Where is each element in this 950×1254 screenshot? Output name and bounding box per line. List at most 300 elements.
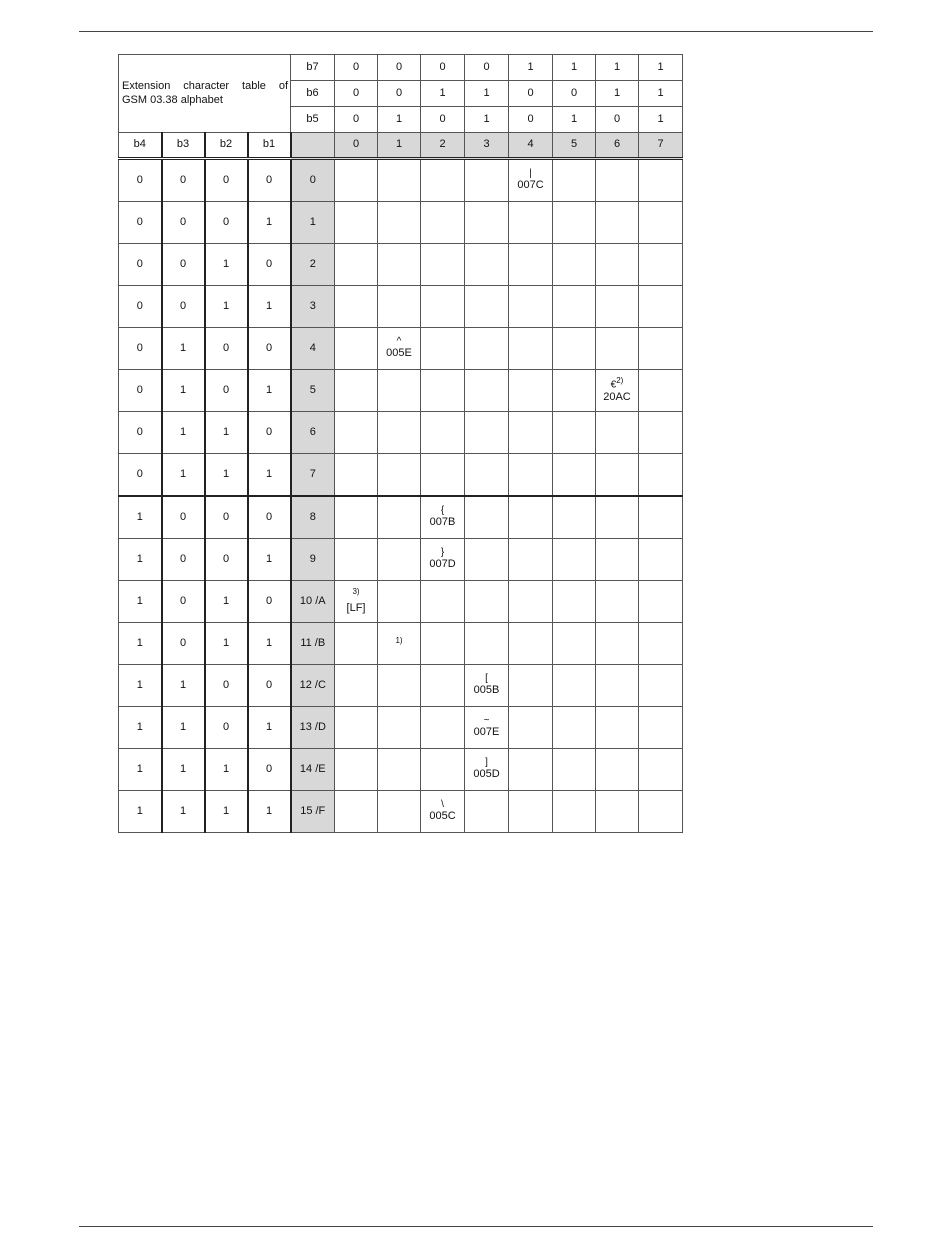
char-cell bbox=[465, 159, 509, 202]
char-cell bbox=[335, 454, 378, 497]
row-bit-cell: 1 bbox=[248, 623, 291, 665]
footnote-ref: 3) bbox=[352, 587, 360, 597]
footer-rule bbox=[79, 1226, 873, 1227]
row-bit-cell: 0 bbox=[205, 496, 248, 539]
table-row bbox=[119, 412, 683, 454]
row-bit-cell: 1 bbox=[119, 665, 162, 707]
row-bit-cell: 1 bbox=[205, 454, 248, 497]
char-cell bbox=[553, 454, 596, 497]
char-cell bbox=[639, 749, 683, 791]
table-row bbox=[119, 286, 683, 328]
char-cell bbox=[421, 539, 465, 581]
table-row bbox=[119, 496, 683, 539]
b7-header-row bbox=[119, 55, 683, 81]
row-bit-cell: 0 bbox=[248, 159, 291, 202]
row-bit-cell: 0 bbox=[205, 539, 248, 581]
char-cell bbox=[421, 665, 465, 707]
row-bit-cell: 0 bbox=[119, 454, 162, 497]
row-bit-cell: 1 bbox=[248, 454, 291, 497]
row-bit-cell: 0 bbox=[205, 328, 248, 370]
char-cell bbox=[465, 454, 509, 497]
b6-col-3: 1 bbox=[465, 81, 509, 107]
b5-col-3: 1 bbox=[465, 107, 509, 133]
char-cell bbox=[596, 244, 639, 286]
row-bit-cell: 0 bbox=[248, 665, 291, 707]
char-cell bbox=[596, 749, 639, 791]
row-bit-cell: 1 bbox=[248, 370, 291, 412]
b5-col-4: 0 bbox=[509, 107, 553, 133]
char-cell bbox=[509, 791, 553, 833]
char-cell bbox=[639, 539, 683, 581]
char-cell bbox=[335, 496, 378, 539]
char-cell bbox=[421, 244, 465, 286]
char-cell bbox=[465, 244, 509, 286]
char-cell bbox=[596, 539, 639, 581]
char-cell bbox=[465, 749, 509, 791]
row-bit-cell: 1 bbox=[162, 707, 205, 749]
char-cell bbox=[378, 159, 421, 202]
row-bit-cell: 0 bbox=[162, 496, 205, 539]
char-symbol: [ bbox=[485, 673, 488, 685]
table-row bbox=[119, 623, 683, 665]
row-bit-cell: 0 bbox=[119, 286, 162, 328]
char-cell bbox=[596, 665, 639, 707]
row-bit-cell: 0 bbox=[119, 159, 162, 202]
char-cell bbox=[335, 412, 378, 454]
char-cell bbox=[553, 539, 596, 581]
char-code: 007E bbox=[473, 726, 500, 739]
char-cell bbox=[378, 791, 421, 833]
row-bit-cell: 1 bbox=[248, 539, 291, 581]
b7-col-5: 1 bbox=[553, 55, 596, 81]
row-bit-cell: 0 bbox=[162, 286, 205, 328]
row-label: 5 bbox=[291, 370, 335, 412]
char-symbol: ^ bbox=[396, 336, 402, 348]
char-symbol: } bbox=[440, 547, 445, 559]
char-cell bbox=[335, 791, 378, 833]
row-label: 4 bbox=[291, 328, 335, 370]
char-cell bbox=[335, 665, 378, 707]
char-cell bbox=[465, 707, 509, 749]
char-cell bbox=[335, 749, 378, 791]
b5-col-2: 0 bbox=[421, 107, 465, 133]
char-symbol: ~ bbox=[483, 715, 490, 727]
row-label: 6 bbox=[291, 412, 335, 454]
char-code: 005C bbox=[429, 810, 456, 823]
column-header-5: 5 bbox=[553, 133, 596, 159]
table-row bbox=[119, 581, 683, 623]
header-rule bbox=[79, 31, 873, 32]
row-bit-cell: 1 bbox=[205, 791, 248, 833]
row-label: 8 bbox=[291, 496, 335, 539]
char-cell bbox=[378, 581, 421, 623]
char-cell bbox=[596, 581, 639, 623]
row-bit-cell: 0 bbox=[162, 623, 205, 665]
b5-col-1: 1 bbox=[378, 107, 421, 133]
row-bit-cell: 0 bbox=[205, 202, 248, 244]
char-cell bbox=[378, 665, 421, 707]
char-cell bbox=[335, 328, 378, 370]
column-header-7: 7 bbox=[639, 133, 683, 159]
row-bit-cell: 0 bbox=[119, 202, 162, 244]
char-cell bbox=[335, 539, 378, 581]
char-cell bbox=[596, 159, 639, 202]
row-bit-cell: 1 bbox=[162, 665, 205, 707]
char-cell bbox=[465, 370, 509, 412]
char-cell bbox=[335, 286, 378, 328]
column-header-1: 1 bbox=[378, 133, 421, 159]
char-cell bbox=[553, 496, 596, 539]
b6-col-4: 0 bbox=[509, 81, 553, 107]
row-label: 1 bbox=[291, 202, 335, 244]
char-cell bbox=[553, 707, 596, 749]
row-bit-cell: 1 bbox=[119, 707, 162, 749]
char-cell bbox=[553, 159, 596, 202]
char-cell bbox=[639, 244, 683, 286]
row-bit-cell: 1 bbox=[205, 581, 248, 623]
char-cell bbox=[378, 370, 421, 412]
row-bit-cell: 1 bbox=[162, 791, 205, 833]
char-glyph bbox=[596, 377, 638, 390]
char-cell bbox=[421, 454, 465, 497]
char-symbol: € bbox=[610, 379, 617, 391]
row-bit-cell: 1 bbox=[119, 496, 162, 539]
char-cell bbox=[553, 202, 596, 244]
row-bit-header-b4: b4 bbox=[119, 133, 162, 159]
char-cell bbox=[596, 791, 639, 833]
char-glyph bbox=[509, 168, 552, 179]
char-cell bbox=[378, 202, 421, 244]
char-cell bbox=[465, 539, 509, 581]
b6-col-7: 1 bbox=[639, 81, 683, 107]
char-cell bbox=[421, 749, 465, 791]
char-cell bbox=[553, 328, 596, 370]
table-row bbox=[119, 791, 683, 833]
char-cell bbox=[553, 286, 596, 328]
row-bit-cell: 0 bbox=[162, 244, 205, 286]
char-cell bbox=[639, 791, 683, 833]
char-cell bbox=[553, 370, 596, 412]
char-cell bbox=[465, 286, 509, 328]
row-bit-cell: 1 bbox=[205, 623, 248, 665]
row-bit-cell: 1 bbox=[248, 202, 291, 244]
char-cell bbox=[335, 202, 378, 244]
char-code: 005D bbox=[473, 768, 500, 781]
char-cell bbox=[465, 581, 509, 623]
char-symbol: \ bbox=[441, 799, 444, 811]
row-label: 13 /D bbox=[291, 707, 335, 749]
char-cell bbox=[509, 665, 553, 707]
char-cell bbox=[335, 370, 378, 412]
char-cell bbox=[509, 370, 553, 412]
b7-col-3: 0 bbox=[465, 55, 509, 81]
char-cell bbox=[639, 665, 683, 707]
char-cell bbox=[553, 581, 596, 623]
char-cell bbox=[509, 623, 553, 665]
char-cell bbox=[596, 412, 639, 454]
char-cell bbox=[509, 328, 553, 370]
row-bit-cell: 1 bbox=[248, 707, 291, 749]
row-bit-cell: 0 bbox=[119, 370, 162, 412]
row-label: 10 /A bbox=[291, 581, 335, 623]
row-bit-cell: 1 bbox=[162, 328, 205, 370]
table-row bbox=[119, 370, 683, 412]
char-cell bbox=[378, 412, 421, 454]
char-cell bbox=[639, 286, 683, 328]
row-bit-cell: 0 bbox=[205, 665, 248, 707]
char-cell bbox=[509, 244, 553, 286]
row-bit-cell: 0 bbox=[205, 370, 248, 412]
char-cell bbox=[639, 623, 683, 665]
b7-label: b7 bbox=[291, 55, 335, 81]
char-cell bbox=[509, 412, 553, 454]
char-cell bbox=[465, 665, 509, 707]
char-cell bbox=[378, 707, 421, 749]
footnote-ref: 2) bbox=[616, 376, 624, 386]
row-bit-cell: 0 bbox=[248, 412, 291, 454]
char-cell bbox=[639, 581, 683, 623]
table-row bbox=[119, 454, 683, 497]
table-row bbox=[119, 202, 683, 244]
char-cell bbox=[509, 286, 553, 328]
char-cell bbox=[639, 707, 683, 749]
row-bit-header-b2: b2 bbox=[205, 133, 248, 159]
char-cell bbox=[509, 539, 553, 581]
char-cell bbox=[639, 202, 683, 244]
table-row bbox=[119, 707, 683, 749]
char-cell bbox=[378, 244, 421, 286]
b7-col-7: 1 bbox=[639, 55, 683, 81]
footnote-ref: 1) bbox=[395, 635, 403, 645]
row-label: 3 bbox=[291, 286, 335, 328]
row-bit-cell: 0 bbox=[248, 496, 291, 539]
char-cell bbox=[421, 581, 465, 623]
column-header-row bbox=[119, 133, 683, 159]
char-cell bbox=[421, 791, 465, 833]
row-bit-cell: 0 bbox=[119, 412, 162, 454]
b6-col-0: 0 bbox=[335, 81, 378, 107]
table-row bbox=[119, 749, 683, 791]
row-bit-cell: 0 bbox=[162, 159, 205, 202]
row-bit-cell: 1 bbox=[248, 791, 291, 833]
char-cell bbox=[596, 286, 639, 328]
gsm-extension-table bbox=[118, 54, 683, 833]
char-symbol: { bbox=[440, 505, 445, 517]
char-glyph bbox=[378, 637, 420, 650]
row-label: 2 bbox=[291, 244, 335, 286]
char-cell bbox=[335, 244, 378, 286]
char-cell bbox=[509, 496, 553, 539]
b5-col-7: 1 bbox=[639, 107, 683, 133]
char-code: 007B bbox=[429, 516, 456, 529]
table-title-line2: GSM 03.38 alphabet bbox=[122, 93, 223, 106]
b6-col-2: 1 bbox=[421, 81, 465, 107]
row-label: 11 /B bbox=[291, 623, 335, 665]
b5-label: b5 bbox=[291, 107, 335, 133]
char-cell bbox=[509, 749, 553, 791]
char-cell bbox=[421, 286, 465, 328]
b6-col-6: 1 bbox=[596, 81, 639, 107]
row-bit-cell: 0 bbox=[162, 581, 205, 623]
row-label: 14 /E bbox=[291, 749, 335, 791]
char-cell bbox=[553, 244, 596, 286]
b6-col-1: 0 bbox=[378, 81, 421, 107]
char-cell bbox=[553, 665, 596, 707]
row-bit-cell: 1 bbox=[119, 539, 162, 581]
row-bit-cell: 0 bbox=[205, 707, 248, 749]
char-cell bbox=[421, 202, 465, 244]
row-bit-cell: 1 bbox=[162, 749, 205, 791]
column-header-0: 0 bbox=[335, 133, 378, 159]
b6-col-5: 0 bbox=[553, 81, 596, 107]
char-glyph bbox=[421, 799, 464, 810]
char-cell bbox=[596, 623, 639, 665]
char-cell bbox=[465, 412, 509, 454]
char-cell bbox=[421, 159, 465, 202]
row-bit-cell: 1 bbox=[205, 412, 248, 454]
char-cell bbox=[465, 202, 509, 244]
row-bit-cell: 0 bbox=[119, 328, 162, 370]
char-glyph bbox=[465, 715, 508, 726]
row-bit-cell: 1 bbox=[248, 286, 291, 328]
char-cell bbox=[465, 496, 509, 539]
char-symbol: ] bbox=[485, 757, 488, 769]
char-cell bbox=[596, 454, 639, 497]
char-cell bbox=[465, 623, 509, 665]
table-title bbox=[119, 55, 291, 133]
char-cell bbox=[335, 581, 378, 623]
b5-col-0: 0 bbox=[335, 107, 378, 133]
char-cell bbox=[335, 707, 378, 749]
b5-col-6: 0 bbox=[596, 107, 639, 133]
row-bit-cell: 0 bbox=[248, 244, 291, 286]
column-header-4: 4 bbox=[509, 133, 553, 159]
b7-col-6: 1 bbox=[596, 55, 639, 81]
char-cell bbox=[553, 412, 596, 454]
row-bit-cell: 1 bbox=[119, 791, 162, 833]
row-bit-cell: 1 bbox=[205, 244, 248, 286]
char-cell bbox=[596, 328, 639, 370]
char-cell bbox=[378, 749, 421, 791]
row-bit-cell: 1 bbox=[205, 286, 248, 328]
row-bit-cell: 0 bbox=[119, 244, 162, 286]
char-glyph bbox=[421, 505, 464, 516]
char-cell bbox=[378, 623, 421, 665]
char-cell bbox=[378, 496, 421, 539]
table-row bbox=[119, 539, 683, 581]
char-cell bbox=[596, 202, 639, 244]
char-cell bbox=[639, 454, 683, 497]
row-bit-cell: 1 bbox=[162, 370, 205, 412]
row-bit-header-b3: b3 bbox=[162, 133, 205, 159]
b6-label: b6 bbox=[291, 81, 335, 107]
row-bit-cell: 1 bbox=[119, 623, 162, 665]
char-code: [LF] bbox=[346, 601, 366, 614]
char-cell bbox=[553, 791, 596, 833]
char-code: 20AC bbox=[603, 390, 631, 403]
b5-col-5: 1 bbox=[553, 107, 596, 133]
char-cell bbox=[378, 328, 421, 370]
row-label: 9 bbox=[291, 539, 335, 581]
row-bit-cell: 0 bbox=[248, 749, 291, 791]
char-cell bbox=[509, 454, 553, 497]
char-cell bbox=[465, 791, 509, 833]
char-cell bbox=[509, 202, 553, 244]
table-row bbox=[119, 244, 683, 286]
char-cell bbox=[639, 328, 683, 370]
char-glyph bbox=[378, 336, 420, 347]
char-cell bbox=[596, 707, 639, 749]
row-bit-cell: 0 bbox=[248, 581, 291, 623]
char-glyph bbox=[465, 757, 508, 768]
char-cell bbox=[335, 159, 378, 202]
char-cell bbox=[596, 370, 639, 412]
column-header-3: 3 bbox=[465, 133, 509, 159]
char-cell bbox=[335, 623, 378, 665]
char-glyph bbox=[335, 588, 377, 601]
b7-col-0: 0 bbox=[335, 55, 378, 81]
table-title-line1: Extension character table of bbox=[122, 79, 288, 92]
column-header-6: 6 bbox=[596, 133, 639, 159]
char-cell bbox=[465, 328, 509, 370]
b7-col-4: 1 bbox=[509, 55, 553, 81]
row-label: 7 bbox=[291, 454, 335, 497]
row-label: 12 /C bbox=[291, 665, 335, 707]
b7-col-1: 0 bbox=[378, 55, 421, 81]
column-header-2: 2 bbox=[421, 133, 465, 159]
char-cell bbox=[421, 707, 465, 749]
char-code: 005E bbox=[386, 347, 412, 360]
char-cell bbox=[639, 159, 683, 202]
char-code: 007C bbox=[517, 179, 544, 192]
char-cell bbox=[378, 539, 421, 581]
row-bit-cell: 1 bbox=[162, 454, 205, 497]
row-bit-cell: 1 bbox=[119, 581, 162, 623]
char-cell bbox=[509, 159, 553, 202]
char-cell bbox=[378, 286, 421, 328]
char-cell bbox=[553, 749, 596, 791]
char-glyph bbox=[465, 673, 508, 684]
row-bit-cell: 0 bbox=[248, 328, 291, 370]
row-label: 0 bbox=[291, 159, 335, 202]
char-cell bbox=[421, 496, 465, 539]
char-cell bbox=[421, 328, 465, 370]
char-code: 005B bbox=[473, 684, 500, 697]
char-code: 007D bbox=[429, 558, 456, 571]
char-cell bbox=[639, 370, 683, 412]
char-cell bbox=[509, 581, 553, 623]
char-cell bbox=[378, 454, 421, 497]
char-glyph bbox=[421, 547, 464, 558]
row-bit-cell: 0 bbox=[205, 159, 248, 202]
b7-col-2: 0 bbox=[421, 55, 465, 81]
char-cell bbox=[639, 412, 683, 454]
char-cell bbox=[421, 623, 465, 665]
char-cell bbox=[553, 623, 596, 665]
row-bit-cell: 0 bbox=[162, 202, 205, 244]
row-label: 15 /F bbox=[291, 791, 335, 833]
row-bit-cell: 1 bbox=[162, 412, 205, 454]
char-cell bbox=[596, 496, 639, 539]
row-bit-cell: 0 bbox=[162, 539, 205, 581]
corner-cell bbox=[291, 133, 335, 159]
char-cell bbox=[421, 412, 465, 454]
char-cell bbox=[509, 707, 553, 749]
table-row bbox=[119, 328, 683, 370]
char-symbol: | bbox=[529, 168, 532, 180]
row-bit-cell: 1 bbox=[205, 749, 248, 791]
row-bit-header-b1: b1 bbox=[248, 133, 291, 159]
